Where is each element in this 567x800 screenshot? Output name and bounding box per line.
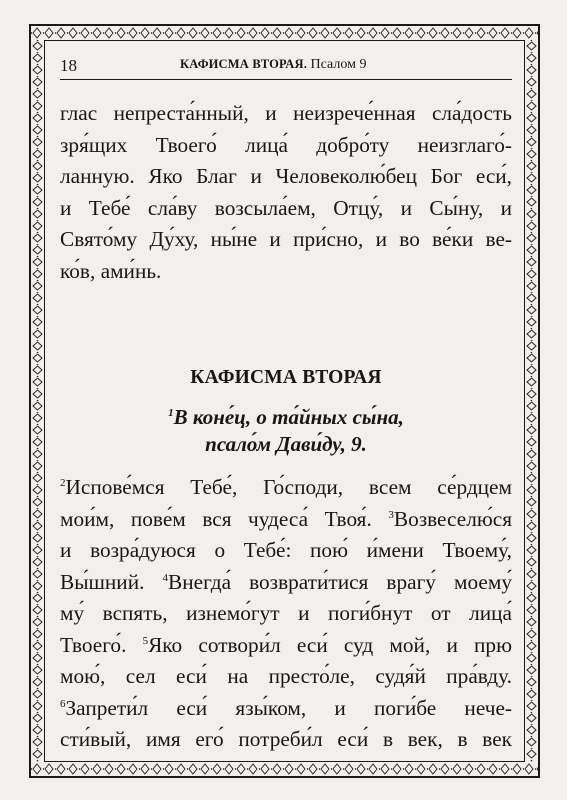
text-line bbox=[60, 472, 512, 504]
text-line: глас непреста́нный, и неизрече́нная сла́дость bbox=[60, 101, 512, 125]
psalm-text bbox=[60, 472, 512, 756]
superscription-line-1 bbox=[60, 404, 512, 431]
superscription-line-2: псало́м Дави́ду, 9. bbox=[205, 432, 367, 456]
verse-text: Вы́шний. bbox=[60, 569, 163, 594]
text-line bbox=[60, 504, 512, 536]
section-title: КАФИСМА ВТОРАЯ bbox=[190, 367, 382, 388]
verse-number: 1 bbox=[168, 407, 174, 419]
verse-number: 6 bbox=[60, 697, 66, 710]
verse-text: мои́м, пове́м вся чудеса́ Твоя́. bbox=[60, 506, 389, 531]
text-line bbox=[60, 567, 512, 599]
verse-text: Внегда́ возврати́тися врагу́ моему́ bbox=[168, 569, 512, 594]
paragraph-prayer-ending bbox=[60, 98, 512, 287]
verse-number: 4 bbox=[162, 571, 169, 584]
ornament-band-left-icon bbox=[31, 40, 44, 762]
running-head-psalm: Псалом 9 bbox=[310, 57, 367, 72]
text-line bbox=[60, 693, 512, 725]
verse-number: 2 bbox=[60, 477, 66, 489]
verse-text: му́ вспять, изнемо́гут и поги́бнут от лица́ bbox=[60, 601, 512, 625]
verse-text: Яко сотвори́л еси́ суд мой, и прю bbox=[148, 632, 512, 657]
text-line: ланную. Яко Благ и Человеколю́бец Бог еси́, bbox=[60, 164, 512, 188]
text-line: ко́в, ами́нь. bbox=[60, 258, 162, 283]
header-rule bbox=[60, 79, 512, 80]
verse-text: мою́, сел еси́ на престо́ле, судя́й пра́вду. bbox=[60, 664, 512, 688]
verse-text: Возвеселю́ся bbox=[393, 506, 512, 531]
text-line bbox=[60, 724, 512, 756]
verse-text: Запрети́л еси́ язы́ком, и поги́бе нече- bbox=[65, 695, 512, 720]
text-line bbox=[60, 661, 512, 693]
psalm-superscription bbox=[60, 404, 512, 458]
running-header bbox=[60, 56, 512, 78]
text-line: и Тебе́ сла́ву возсыла́ем, Отцу́, и Сы́ну, и bbox=[60, 195, 512, 220]
verse-text: сти́вый, имя его́ потреби́л еси́ в век, в век bbox=[60, 727, 512, 751]
page-number: 18 bbox=[60, 56, 77, 75]
ornament-band-bottom-icon bbox=[31, 762, 538, 776]
ornament-band-right-icon bbox=[525, 40, 538, 762]
text-line: Свято́му Ду́ху, ны́не и при́сно, и во ве́ки ве- bbox=[60, 227, 512, 251]
running-head-kathisma: КАФИСМА ВТОРАЯ. bbox=[180, 57, 308, 71]
text-line: зря́щих Твоего́ лица́ добро́ту неизглаго́- bbox=[60, 132, 512, 157]
ornament-band-top-icon bbox=[31, 26, 538, 40]
text-line bbox=[60, 630, 512, 662]
text-line bbox=[60, 535, 512, 567]
verse-number: 3 bbox=[388, 508, 394, 521]
verse-text: Твоего́. bbox=[60, 632, 143, 657]
verse-number: 5 bbox=[142, 634, 149, 647]
verse-text: и возра́дуюся о Тебе́: пою́ и́мени Твоему́, bbox=[60, 538, 512, 562]
text-line bbox=[60, 598, 512, 630]
superscription-text: В коне́ц, о та́йных сы́на, bbox=[173, 405, 404, 429]
running-head-title bbox=[180, 57, 366, 73]
verse-text: Испове́мся Тебе́, Го́споди, всем се́рдцем bbox=[65, 475, 512, 499]
